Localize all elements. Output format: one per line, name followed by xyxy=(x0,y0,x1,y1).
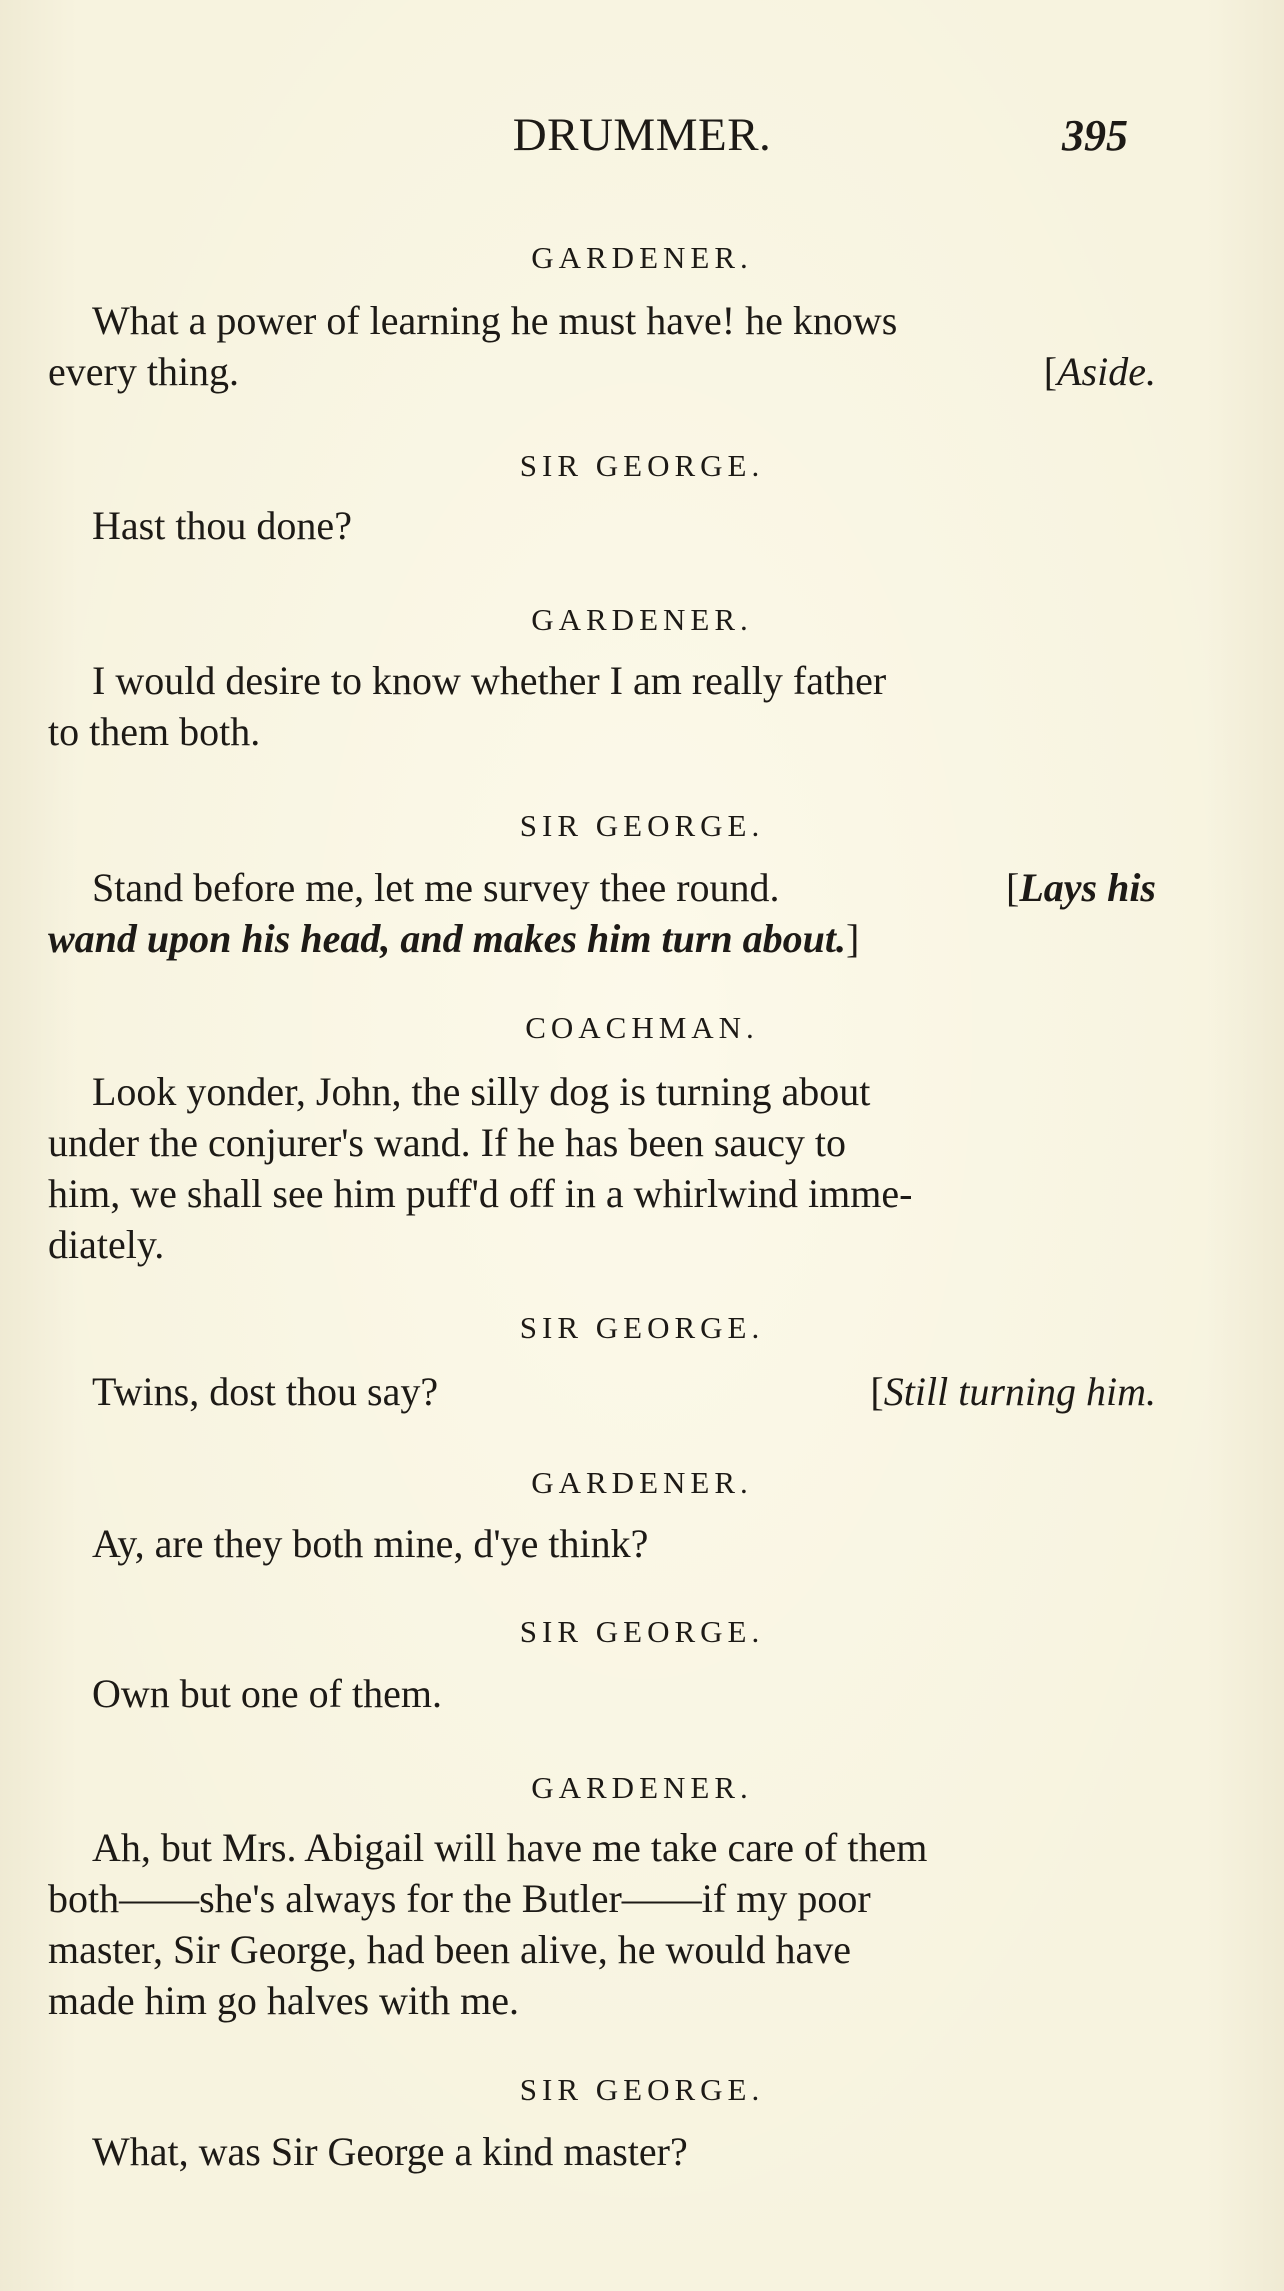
speech-line xyxy=(48,913,1156,964)
speech-line: Ay, are they both mine, d'ye think? xyxy=(92,1521,649,1566)
speaker-name: SIR GEORGE. xyxy=(519,1614,765,1649)
speech-line: him, we shall see him puff'd off in a whirlwind imme- xyxy=(48,1171,913,1216)
open-bracket: [ xyxy=(1043,349,1058,394)
speaker-name: GARDENER. xyxy=(531,602,753,637)
speaker-name: GARDENER. xyxy=(531,240,753,275)
speaker-name: SIR GEORGE. xyxy=(519,1310,765,1345)
speech-line: both——she's always for the Butler——if my poor xyxy=(48,1876,871,1921)
speaker-name: SIR GEORGE. xyxy=(519,808,765,843)
speech-line: made him go halves with me. xyxy=(48,1978,520,2023)
open-bracket: [ xyxy=(1005,865,1020,910)
close-bracket: ] xyxy=(846,916,860,961)
open-bracket: [ xyxy=(870,1369,884,1414)
speech-line: Look yonder, John, the silly dog is turning about xyxy=(92,1069,871,1114)
speech-line: I would desire to know whether I am really father xyxy=(92,658,887,703)
stage-direction-text: wand upon his head, and makes him turn about. xyxy=(48,916,847,961)
speech-line: What a power of learning he must have! he knows xyxy=(92,298,898,343)
speech-line: Ah, but Mrs. Abigail will have me take care of them xyxy=(92,1825,928,1870)
speech-text: Twins, dost thou say? xyxy=(92,1369,439,1414)
speech-text: Stand before me, let me survey thee round. xyxy=(92,865,780,910)
speaker-name: SIR GEORGE. xyxy=(519,448,765,483)
page-number: 395 xyxy=(1062,111,1128,160)
speech-line: diately. xyxy=(48,1222,165,1267)
stage-direction-text: Lays his xyxy=(1019,865,1156,910)
speech-line: under the conjurer's wand. If he has been saucy to xyxy=(48,1120,847,1165)
speech-line: to them both. xyxy=(48,709,261,754)
stage-direction-text: Aside. xyxy=(1057,349,1156,394)
speech-line: Hast thou done? xyxy=(92,503,352,548)
speech-line: What, was Sir George a kind master? xyxy=(92,2129,688,2174)
stage-direction xyxy=(1044,346,1156,397)
running-title: DRUMMER. xyxy=(512,109,772,161)
stage-direction xyxy=(1006,862,1156,913)
speech-line xyxy=(48,346,1156,397)
speaker-name: GARDENER. xyxy=(531,1770,753,1805)
speech-line xyxy=(92,862,1156,913)
speech-line xyxy=(92,1366,1156,1417)
speaker-name: COACHMAN. xyxy=(525,1010,759,1045)
stage-direction-text: Still turning him. xyxy=(883,1369,1156,1414)
speaker-name: GARDENER. xyxy=(531,1465,753,1500)
speaker-name: SIR GEORGE. xyxy=(519,2072,765,2107)
stage-direction xyxy=(870,1366,1156,1417)
speech-text: every thing. xyxy=(48,349,240,394)
speech-line: master, Sir George, had been alive, he would have xyxy=(48,1927,851,1972)
speech-line: Own but one of them. xyxy=(92,1671,442,1716)
